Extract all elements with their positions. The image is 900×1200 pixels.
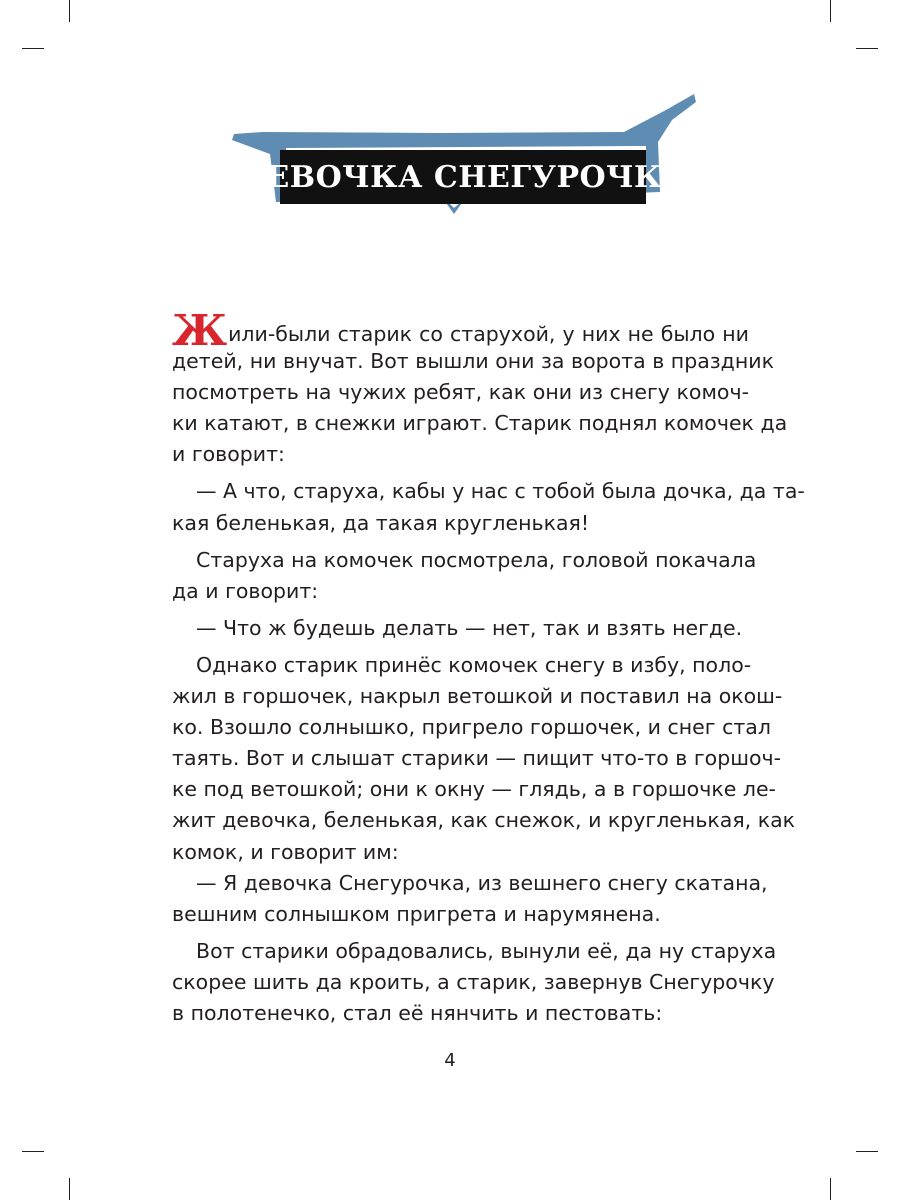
text-line: — А что, старуха, кабы у нас с тобой была дочка, да та-: [196, 479, 805, 504]
text-line: — Что ж будешь делать — нет, так и взять негде.: [196, 615, 743, 640]
text-line: — Я девочка Снегурочка, из вешнего снегу скатана,: [196, 870, 768, 895]
text-line: ки катают, в снежки играют. Старик поднял комочек да: [172, 411, 788, 436]
crop-mark: [69, 0, 70, 22]
text-line: вешним солнышком пригрета и нарумянена.: [172, 901, 661, 926]
text-line: ко. Взошло солнышко, пригрело горшочек, и снег стал: [172, 715, 771, 740]
text-line: таять. Вот и слышат старики — пищит что-то в горшоч-: [172, 746, 782, 771]
text-line: Старуха на комочек посмотрела, головой покачала: [196, 547, 757, 572]
text-line: кая беленькая, да такая кругленькая!: [172, 510, 590, 535]
text-line: посмотреть на чужих ребят, как они из снегу комоч-: [172, 380, 749, 405]
chapter-title-banner: [228, 92, 700, 228]
text-line: детей, ни внучат. Вот вышли они за ворота в праздник: [172, 349, 774, 374]
text-line: скорее шить да кроить, а старик, завернув Снегурочку: [172, 969, 775, 994]
text-line: да и говорит:: [172, 578, 319, 603]
text-line: жит девочка, беленькая, как снежок, и кругленькая, как: [172, 808, 796, 833]
text-line: жил в горшочек, накрыл ветошкой и поставил на окош-: [172, 684, 783, 709]
crop-mark: [22, 1151, 44, 1152]
dropcap-letter: Ж: [172, 306, 228, 355]
story-text: [172, 306, 805, 1029]
page-number: 4: [444, 1050, 456, 1071]
text-line: Вот старики обрадовались, вынули её, да ну старуха: [196, 938, 777, 963]
crop-mark: [830, 0, 831, 22]
text-line: ке под ветошкой; они к окну — глядь, а в горшочке ле-: [172, 777, 776, 802]
text-line: в полотенечко, стал её нянчить и пестовать:: [172, 1000, 663, 1025]
crop-mark: [856, 48, 878, 49]
text-line: комок, и говорит им:: [172, 839, 399, 864]
text-line: Жили-были старик со старухой, у них не было ни: [172, 306, 749, 355]
text-line: и говорит:: [172, 442, 285, 467]
crop-mark: [856, 1151, 878, 1152]
chapter-title: ДЕВОЧКА СНЕГУРОЧКА: [239, 159, 687, 195]
crop-mark: [69, 1178, 70, 1200]
crop-mark: [22, 48, 44, 49]
text-line: Однако старик принёс комочек снегу в избу, поло-: [196, 652, 752, 677]
crop-mark: [830, 1178, 831, 1200]
